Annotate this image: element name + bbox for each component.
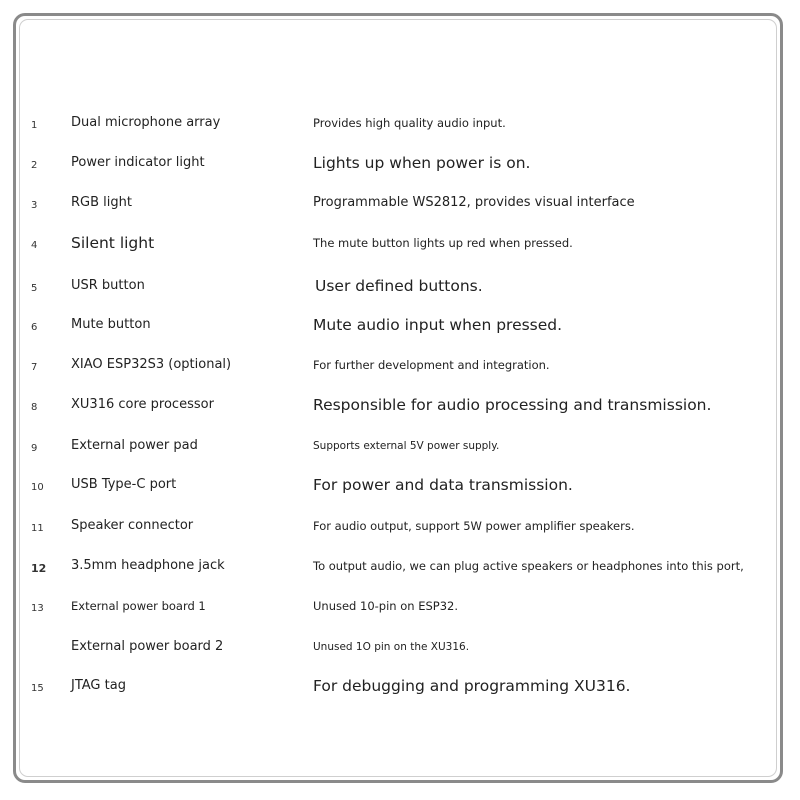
item-description: Unused 10-pin on ESP32. <box>313 599 459 613</box>
item-description: For further development and integration. <box>313 358 550 372</box>
item-number: 6 <box>31 322 38 333</box>
list-item <box>0 591 800 621</box>
item-number: 9 <box>31 443 38 454</box>
item-number: 8 <box>31 402 38 413</box>
item-name: XIAO ESP32S3 (optional) <box>71 357 232 372</box>
item-name: External power pad <box>71 438 198 453</box>
item-description: To output audio, we can plug active speakers or headphones into this port, <box>313 559 744 573</box>
item-description: Programmable WS2812, provides visual interface <box>313 195 635 210</box>
item-number: 7 <box>31 362 38 373</box>
item-number: 3 <box>31 200 38 211</box>
item-description: Provides high quality audio input. <box>313 116 506 130</box>
item-number: 10 <box>31 482 44 493</box>
list-item <box>0 108 800 138</box>
item-name: USB Type-C port <box>71 477 177 492</box>
item-description: Responsible for audio processing and transmission. <box>313 396 712 414</box>
item-number: 12 <box>31 562 47 575</box>
item-description: Lights up when power is on. <box>313 154 531 172</box>
list-item <box>0 431 800 461</box>
item-name: Silent light <box>71 234 155 252</box>
list-item <box>0 470 800 500</box>
item-name: External power board 1 <box>71 599 206 613</box>
item-description: User defined buttons. <box>315 277 483 295</box>
item-name: XU316 core processor <box>71 397 214 412</box>
item-number: 5 <box>31 283 38 294</box>
item-description: Supports external 5V power supply. <box>313 440 500 452</box>
list-item <box>0 390 800 420</box>
list-item <box>0 148 800 178</box>
list-item <box>0 350 800 380</box>
list-item <box>0 228 800 258</box>
item-number: 13 <box>31 603 44 614</box>
list-item <box>0 632 800 662</box>
item-description: For debugging and programming XU316. <box>313 677 631 695</box>
list-item <box>0 671 800 701</box>
item-name: Dual microphone array <box>71 115 221 130</box>
item-number: 4 <box>31 240 38 251</box>
item-name: 3.5mm headphone jack <box>71 558 225 573</box>
item-number: 2 <box>31 160 38 171</box>
list-item <box>0 188 800 218</box>
item-name: RGB light <box>71 195 132 210</box>
item-name: Power indicator light <box>71 155 205 170</box>
item-description: Mute audio input when pressed. <box>313 316 563 334</box>
item-name: Speaker connector <box>71 518 194 533</box>
list-item <box>0 511 800 541</box>
item-name: JTAG tag <box>71 678 126 693</box>
item-description: The mute button lights up red when pressed. <box>313 236 573 250</box>
item-number: 11 <box>31 523 44 534</box>
list-item <box>0 271 800 301</box>
item-description: Unused 1O pin on the XU316. <box>313 641 470 653</box>
list-item <box>0 551 800 581</box>
item-number: 1 <box>31 120 38 131</box>
item-name: External power board 2 <box>71 639 224 654</box>
list-item <box>0 310 800 340</box>
item-name: USR button <box>71 278 145 293</box>
item-description: For audio output, support 5W power amplifier speakers. <box>313 519 635 533</box>
item-description: For power and data transmission. <box>313 476 573 494</box>
item-name: Mute button <box>71 317 151 332</box>
item-number: 15 <box>31 683 44 694</box>
